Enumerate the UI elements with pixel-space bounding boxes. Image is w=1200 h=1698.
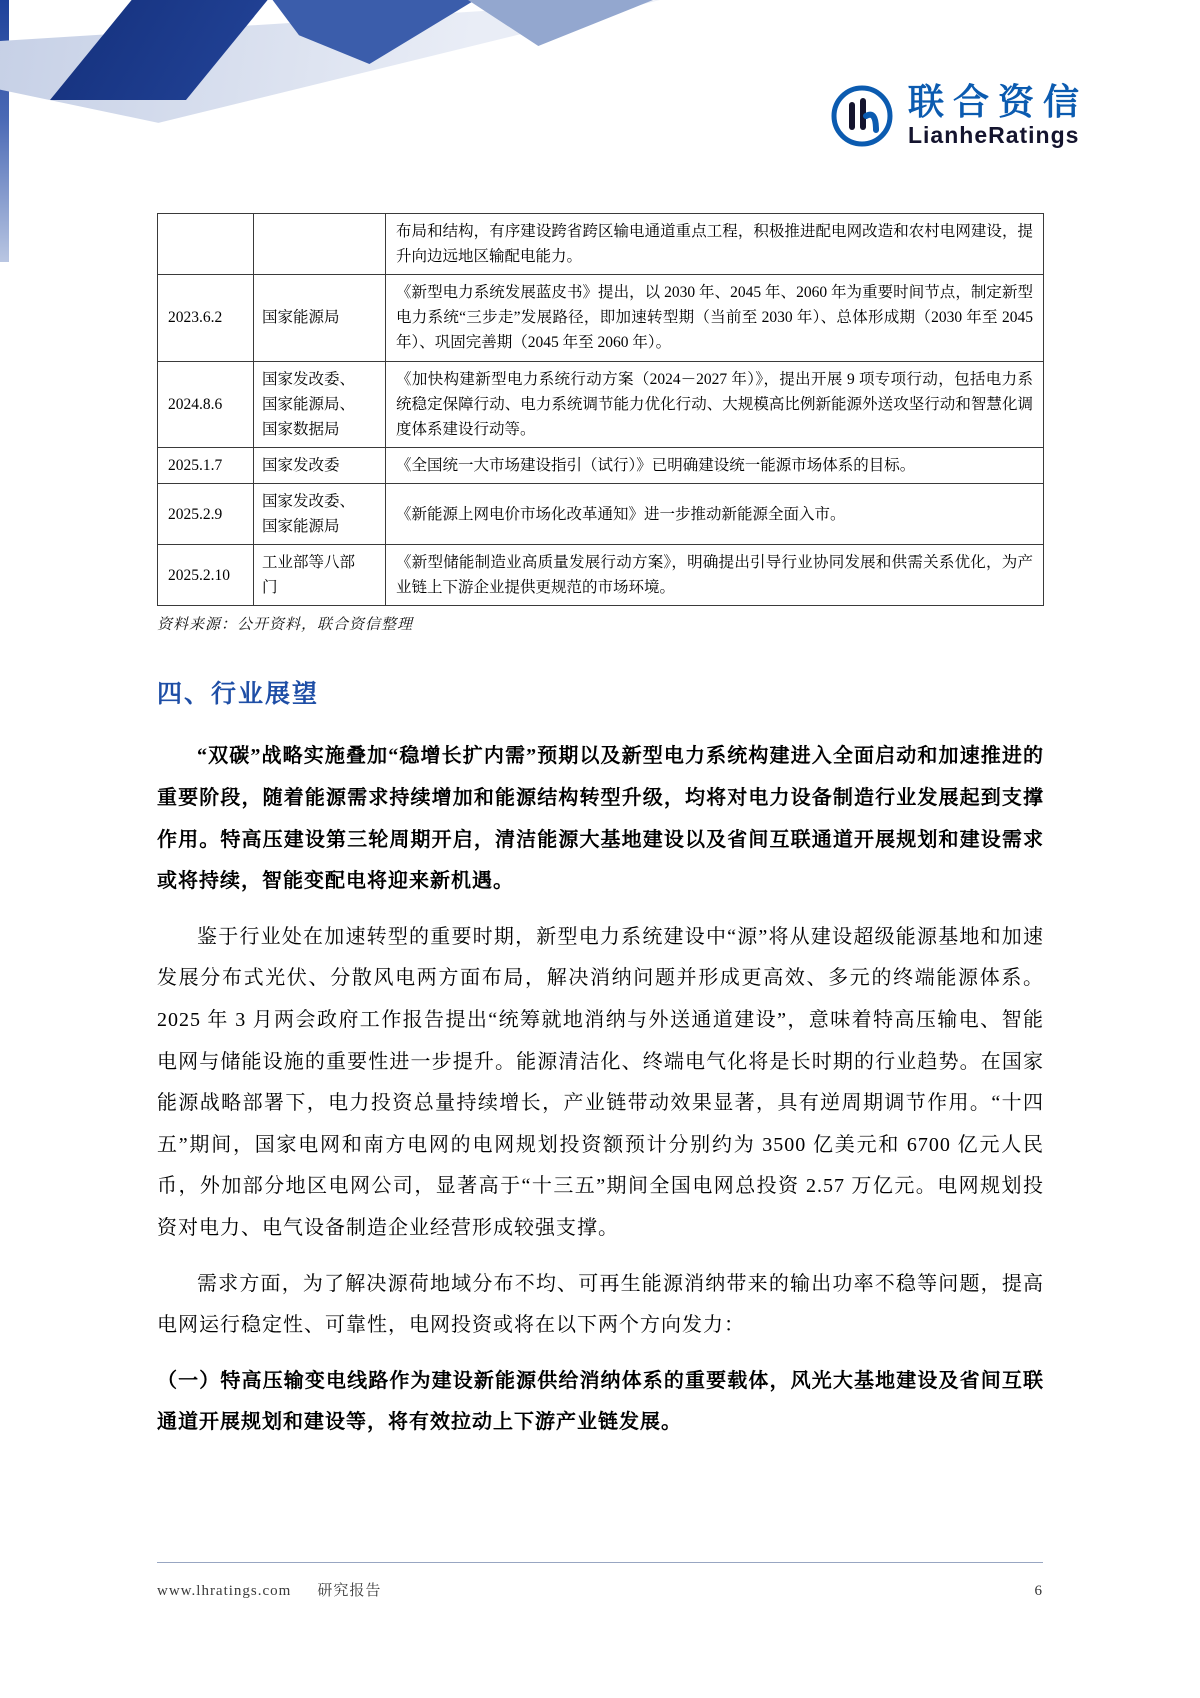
policy-agency-cell: 国家发改委 [254, 447, 386, 483]
policy-date-cell: 2025.1.7 [158, 447, 254, 483]
policy-text-cell: 布局和结构，有序建设跨省跨区输电通道重点工程，积极推进配电网改造和农村电网建设，提升向边远地区输配电能力。 [386, 214, 1044, 275]
policy-agency-cell [254, 214, 386, 275]
policy-date-cell: 2025.2.9 [158, 483, 254, 544]
policy-agency-cell: 国家发改委、国家能源局、国家数据局 [254, 361, 386, 447]
policy-date-cell: 2023.6.2 [158, 275, 254, 361]
footer-doc-type: 研究报告 [317, 1583, 382, 1599]
policy-text-cell: 《新能源上网电价市场化改革通知》进一步推动新能源全面入市。 [386, 483, 1044, 544]
policy-text-cell: 《全国统一大市场建设指引（试行）》已明确建设统一能源市场体系的目标。 [386, 447, 1044, 483]
policy-agency-cell: 工业部等八部门 [254, 545, 386, 606]
table-row [158, 361, 1044, 447]
lianhe-logo [830, 82, 1088, 149]
policy-text-cell: 《新型电力系统发展蓝皮书》提出，以 2030 年、2045 年、2060 年为重要时间节点，制定新型电力系统“三步走”发展路径，即加速转型期（当前至 2030 年）、总体形成期（2030 年至 2045 年）、巩固完善期（2045 年至 2060 年）。 [386, 275, 1044, 361]
policy-table [157, 213, 1044, 606]
page-footer [157, 1562, 1043, 1600]
table-row [158, 483, 1044, 544]
content-column [157, 213, 1044, 1444]
logo-text [908, 82, 1088, 149]
policy-text-cell: 《新型储能制造业高质量发展行动方案》，明确提出引导行业协同发展和供需关系优化，为产业链上下游企业提供更规范的市场环境。 [386, 545, 1044, 606]
policy-text-cell: 《加快构建新型电力系统行动方案（2024－2027 年）》，提出开展 9 项专项行动，包括电力系统稳定保障行动、电力系统调节能力优化行动、大规模高比例新能源外送攻坚行动和智慧化调度体系建设行动等。 [386, 361, 1044, 447]
left-accent-bar [0, 0, 9, 262]
lianhe-logo-icon [830, 84, 894, 148]
table-row [158, 214, 1044, 275]
table-row [158, 545, 1044, 606]
table-row [158, 447, 1044, 483]
page-number: 6 [1034, 1583, 1043, 1599]
paragraph-analysis: 鉴于行业处在加速转型的重要时期，新型电力系统建设中“源”将从建设超级能源基地和加速发展分布式光伏、分散风电两方面布局，解决消纳问题并形成更高效、多元的终端能源体系。2025 年 3 月两会政府工作报告提出“统筹就地消纳与外送通道建设”，意味着特高压输电、智能电网与储能设施的重要性进一步提升。能源清洁化、终端电气化将是长时期的行业趋势。在国家能源战略部署下，电力投资总量持续增长，产业链带动效果显著，具有逆周期调节作用。“十四五”期间，国家电网和南方电网的电网规划投资额预计分别约为 3500 亿美元和 6700 亿元人民币，外加部分地区电网公司，显著高于“十三五”期间全国电网总投资 2.57 万亿元。电网规划投资对电力、电气设备制造企业经营形成较强支撑。 [157, 925, 1044, 1239]
footer-url: www.lhratings.com [157, 1583, 292, 1599]
table-row [158, 275, 1044, 361]
policy-date-cell [158, 214, 254, 275]
paragraph-subheading-1: （一）特高压输变电线路作为建设新能源供给消纳体系的重要载体，风光大基地建设及省间互联通道开展规划和建设等，将有效拉动上下游产业链发展。 [157, 1369, 1044, 1434]
source-note: 资料来源：公开资料，联合资信整理 [157, 617, 414, 634]
logo-cn: 联合资信 [907, 81, 1088, 122]
paragraph-demand: 需求方面，为了解决源荷地域分布不均、可再生能源消纳带来的输出功率不稳等问题，提高电网运行稳定性、可靠性，电网投资或将在以下两个方向发力： [157, 1272, 1044, 1337]
policy-date-cell: 2024.8.6 [158, 361, 254, 447]
policy-date-cell: 2025.2.10 [158, 545, 254, 606]
paragraph-summary: “双碳”战略实施叠加“稳增长扩内需”预期以及新型电力系统构建进入全面启动和加速推进的重要阶段，随着能源需求持续增加和能源结构转型升级，均将对电力设备制造行业发展起到支撑作用。特高压建设第三轮周期开启，清洁能源大基地建设以及省间互联通道开展规划和建设需求或将持续，智能变配电将迎来新机遇。 [157, 745, 1044, 893]
logo-en: LianheRatings [907, 121, 1080, 148]
policy-agency-cell: 国家发改委、国家能源局 [254, 483, 386, 544]
policy-agency-cell: 国家能源局 [254, 275, 386, 361]
section-title: 四、行业展望 [157, 680, 320, 709]
